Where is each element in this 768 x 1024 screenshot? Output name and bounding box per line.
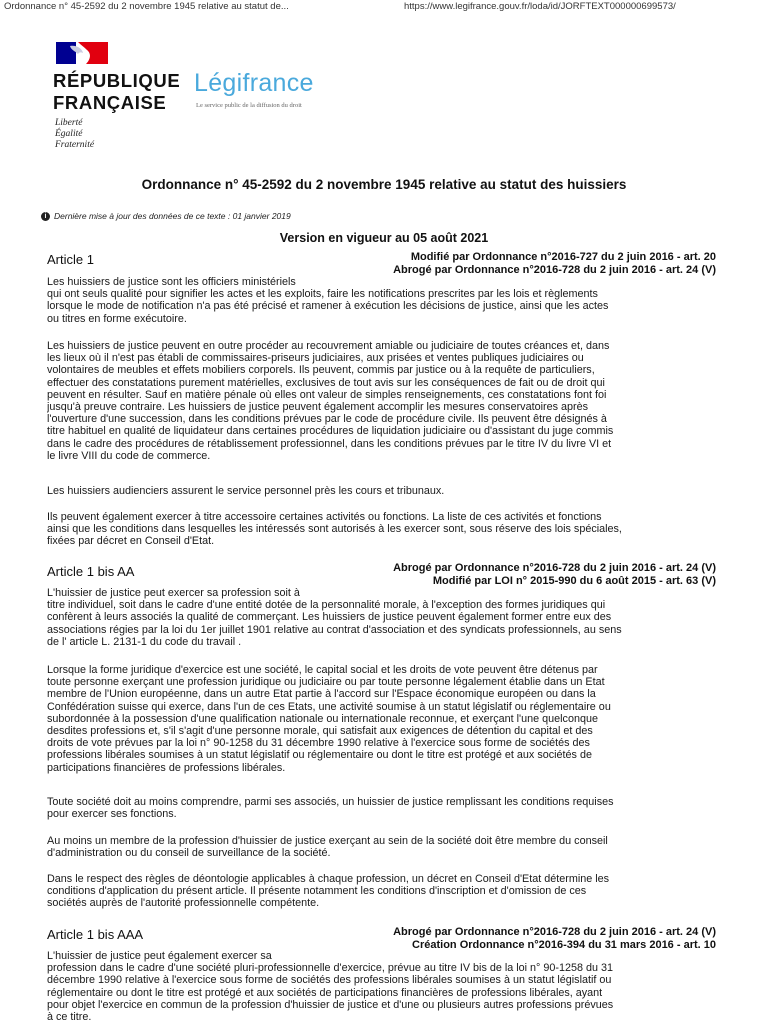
text-line: profession dans le cadre d'une société pluri-professionnelle d'exercice, prévue au titre IV bis de la loi n° 90-1258 du 31 (47, 962, 614, 975)
article-1-bis-aa-paragraph-3 (47, 796, 719, 820)
republique-line-1: RÉPUBLIQUE (53, 70, 181, 91)
text-line: dans le cadre des procédures de rétablissement professionnel, dans les conditions prévues par le titre IV du livre VI et (47, 437, 612, 450)
text-line: toute personne exerçant une profession juridique ou judiciaire ou par toute personne légalement établie dans un Etat (47, 676, 605, 689)
text-line: sociétés auprès de l'autorité professionnelle compétente. (47, 897, 320, 910)
text-line: jusqu'à preuve contraire. Les huissiers de justice peuvent également accomplir les mesures conservatoires après (47, 401, 588, 414)
text-line: L'huissier de justice peut également exercer sa (47, 950, 272, 962)
text-line: les lieux où il n'est pas établi de commissaires-priseurs judiciaires, aux prisées et ventes publiques judiciaires ou (47, 352, 584, 365)
article-1-refs[interactable] (393, 251, 716, 276)
legifrance-tagline: Le service public de la diffusion du droit (196, 102, 302, 109)
article-1-ref-modified-link[interactable]: Modifié par Ordonnance n°2016-727 du 2 juin 2016 - art. 20 (410, 251, 716, 263)
text-line: de l' article L. 2131-1 du code du travail . (47, 635, 242, 648)
article-1-bis-aa-title: Article 1 bis AA (47, 564, 135, 579)
version-heading: Version en vigueur au 05 août 2021 (279, 231, 489, 245)
text-line: Lorsque la forme juridique d'exercice est une société, le capital social et les droits de vote peuvent être détenus par (47, 664, 598, 676)
text-line: membre de l'Union européenne, dans un autre Etat partie à l'accord sur l'Espace économique européen ou dans la (47, 688, 596, 701)
text-line: professions libérales soumises à un statut législatif ou réglementaire ou dont le titre est protégé et aux sociétés de (47, 749, 592, 762)
last-update-note (41, 211, 291, 221)
print-header (0, 0, 768, 14)
text-line: Toute société doit au moins comprendre, parmi ses associés, un huissier de justice remplissant les conditions requises (47, 796, 614, 808)
page-title: Ordonnance n° 45-2592 du 2 novembre 1945 relative au statut des huissiers (141, 177, 627, 192)
text-line: l'ouverture d'une succession, dans les conditions prévues par le code de procédure civile. Ils peuvent être désignés à (47, 413, 607, 426)
text-line: qui ont seuls qualité pour signifier les actes et les exploits, faire les notifications prescrites par les lois et règlements (47, 288, 598, 301)
republique-line-2: FRANÇAISE (53, 92, 167, 113)
text-line: associations régies par la loi du 1er juillet 1901 relative au contrat d'association et des syndicats professionnels, au sens (47, 623, 622, 636)
article-1-bis-aa-refs[interactable] (393, 562, 716, 587)
article-1-bis-aaa-ref-abrogated-link[interactable]: Abrogé par Ordonnance n°2016-728 du 2 juin 2016 - art. 24 (V) (393, 926, 716, 938)
motto-fraternite: Fraternité (55, 140, 95, 150)
text-line: décembre 1990 relative à l'exercice sous forme de sociétés des professions libérales soumises à un statut législatif ou (47, 974, 612, 987)
text-line: droits de vote prévues par la loi n° 90-1258 du 31 décembre 1990 relative à l'exercice sous forme de sociétés des (47, 737, 590, 750)
article-1-title: Article 1 (47, 252, 94, 267)
text-line: réglementaire ou dont le titre est protégé et aux sociétés de participations financières de professions libérales, ayant (47, 986, 603, 999)
last-update-text: Dernière mise à jour des données de ce texte : 01 janvier 2019 (54, 211, 291, 221)
article-1-bis-aa-paragraph-4 (47, 835, 719, 859)
article-1-bis-aa-ref-modified-link[interactable]: Modifié par LOI n° 2015-990 du 6 août 2015 - art. 63 (V) (432, 574, 716, 587)
text-line: effectuer des constatations purement matérielles, exclusives de tout avis sur les conséquences de fait ou de droit qui (47, 376, 605, 389)
article-1-paragraph-3 (47, 485, 719, 497)
print-header-url: https://www.legifrance.gouv.fr/loda/id/JORFTEXT000000699573/ (404, 1, 676, 12)
article-1-paragraph-1 (47, 276, 719, 325)
text-line: desdites professions et, s'il s'agit d'une personne morale, qui satisfait aux exigences de détention du capital et des (47, 725, 593, 738)
text-line: titre habituel en qualité de liquidateur dans certaines procédures de liquidation judiciaire ou d'assistant du juge commis (47, 425, 614, 438)
info-icon: i (41, 212, 50, 221)
article-1-paragraph-2 (47, 340, 719, 462)
text-line: pour objet l'exercice en commun de la profession d'huissier de justice et d'une ou plusieurs autres professions prévues (47, 998, 614, 1011)
article-1-bis-aaa-ref-created-link[interactable]: Création Ordonnance n°2016-394 du 31 mars 2016 - art. 10 (412, 938, 716, 951)
article-1-paragraph-4 (47, 511, 719, 548)
text-line: ou titres en forme exécutoire. (47, 312, 187, 325)
text-line: Les huissiers de justice sont les officiers ministériels (47, 276, 296, 288)
text-line: lorsque le mode de notification n'a pas été précisé et ramener à exécution les décisions de justice, ainsi que les actes (47, 300, 609, 313)
article-1-bis-aa-ref-abrogated-link[interactable]: Abrogé par Ordonnance n°2016-728 du 2 juin 2016 - art. 24 (V) (393, 562, 716, 574)
text-line: Ils peuvent également exercer à titre accessoire certaines activités ou fonctions. La liste de ces activités et fonctions (47, 511, 602, 523)
text-line: Confédération suisse qui exerce, dans l'un de ces Etats, une activité soumise à un statut législatif ou réglementaire ou (47, 700, 611, 713)
text-line: peuvent en résulter. Sauf en matière pénale où elles ont valeur de simples renseignements, ces constatations font foi (47, 388, 607, 401)
article-1-bis-aa-paragraph-1 (47, 587, 719, 648)
marianne-icon (56, 42, 108, 64)
text-line: participations financières de professions libérales. (47, 761, 286, 774)
text-line: le livre VIII du code de commerce. (47, 449, 211, 462)
print-header-title: Ordonnance n° 45-2592 du 2 novembre 1945 relative au statut de... (4, 1, 289, 12)
text-line: Les huissiers audienciers assurent le service personnel près les cours et tribunaux. (47, 485, 445, 497)
text-line: volontaires de meubles et effets mobiliers corporels. Ils peuvent, commis par justice ou à la requête de particuliers, (47, 364, 595, 377)
text-line: ainsi que les conditions dans lesquelles les intéressés sont autorisés à les exercer sont, sous réserve des lois spéciales, (47, 523, 622, 536)
article-1-bis-aa-paragraph-5 (47, 873, 719, 910)
article-1-bis-aaa-refs[interactable] (393, 926, 716, 951)
text-line: d'administration ou du conseil de surveillance de la société. (47, 847, 331, 860)
text-line: Au moins un membre de la profession d'huissier de justice exerçant au sein de la société doit être membre du conseil (47, 835, 608, 847)
text-line: fixées par décret en Conseil d'Etat. (47, 535, 215, 548)
motto-liberte: Liberté (55, 118, 83, 128)
text-line: conditions d'application du présent article. Il présente notamment les conditions d'inscription et d'omission de ces (47, 885, 587, 898)
text-line: Les huissiers de justice peuvent en outre procéder au recouvrement amiable ou judiciaire de toutes créances et, dans (47, 340, 610, 352)
text-line: Dans le respect des règles de déontologie applicables à chaque profession, un décret en Conseil d'Etat détermine les (47, 873, 610, 885)
article-1-bis-aa-paragraph-2 (47, 664, 719, 774)
text-line: à ce titre. (47, 1011, 92, 1024)
text-line: confèrent à leurs associés la qualité de commerçant. Les huissiers de justice peuvent également former entre eux des (47, 611, 612, 624)
legifrance-wordmark: Légifrance (194, 69, 314, 97)
article-1-ref-abrogated-link[interactable]: Abrogé par Ordonnance n°2016-728 du 2 juin 2016 - art. 24 (V) (393, 263, 716, 276)
text-line: pour exercer ses fonctions. (47, 808, 177, 821)
legifrance-logo[interactable] (53, 42, 373, 172)
text-line: subordonnée à la possession d'une qualification nationale ou internationale reconnue, et exerçant l'une quelconque (47, 712, 598, 725)
article-1-bis-aaa-paragraph-1 (47, 950, 719, 1023)
text-line: titre individuel, soit dans le cadre d'une entité dotée de la personnalité morale, à l'exception des formes juridiques qui (47, 599, 606, 612)
text-line: L'huissier de justice peut exercer sa profession soit à (47, 587, 300, 599)
article-1-bis-aaa-title: Article 1 bis AAA (47, 927, 144, 942)
motto-egalite: Égalité (55, 129, 83, 139)
